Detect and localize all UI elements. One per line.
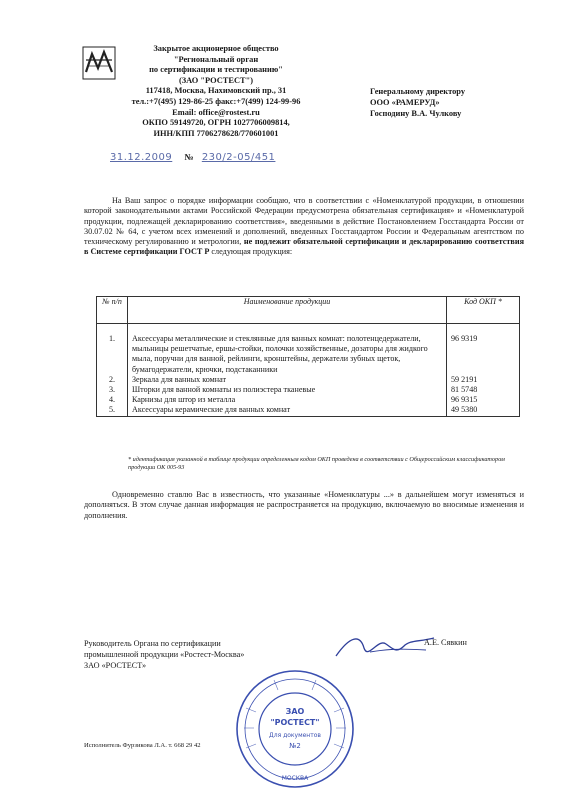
table-row	[97, 385, 520, 395]
table-header-row	[97, 297, 520, 324]
row-name: Зеркала для ванных комнат	[128, 375, 447, 385]
products-table	[96, 296, 520, 417]
signatory-line: ЗАО «РОСТЕСТ»	[84, 661, 147, 670]
signatory-name: А.Е. Сявкин	[424, 638, 467, 647]
row-number: 1.	[97, 324, 128, 375]
row-number: 4.	[97, 395, 128, 405]
table-footnote: * идентификация указанной в таблице продукции определенным кодом ОКП проведена в соответствии с Общероссийским классификатором продукции ОК 005-93	[128, 456, 505, 471]
org-line: Закрытое акционерное общество	[153, 44, 279, 53]
stamp-number: №2	[289, 742, 301, 750]
signatory-line: Руководитель Органа по сертификации	[84, 639, 221, 648]
row-name: Аксессуары керамические для ванных комнат	[128, 405, 447, 416]
row-number: 5.	[97, 405, 128, 416]
column-header-number: № п/п	[97, 297, 128, 324]
row-code: 59 2191	[447, 375, 520, 385]
date-number-line	[110, 152, 275, 163]
table-row	[97, 405, 520, 416]
main-paragraph	[84, 196, 524, 258]
stamp-mid-text: "РОСТЕСТ"	[270, 718, 320, 727]
row-name: Аксессуары металлические и стеклянные для ванных комнат: полотенцедержатели, мыльницы решетчатые, ершы-стойки, полочки хозяйственные, дозаторы для жидкого мыла, поручни для ванной, рейлинги, кронштейны, держатели зубных щеток, бумагодержатели, крючки, подстаканники	[128, 324, 447, 375]
letter-date: 31.12.2009	[110, 152, 173, 163]
signatory-line: промышленной продукции «Ростест-Москва»	[84, 650, 245, 659]
row-number: 2.	[97, 375, 128, 385]
row-number: 3.	[97, 385, 128, 395]
org-line: "Региональный орган	[173, 54, 259, 64]
row-code: 96 9319	[447, 324, 520, 375]
organization-header	[96, 44, 336, 139]
signatory-title	[84, 638, 244, 671]
org-line: ОКПО 59149720, ОГРН 1027706009814,	[142, 118, 290, 128]
number-label: №	[184, 152, 194, 162]
paragraph-tail-text: следующая продукция:	[209, 247, 293, 257]
row-code: 96 9315	[447, 395, 520, 405]
recipient-block	[370, 86, 465, 119]
row-name: Шторки для ванной комнаты из полиэстера тканевые	[128, 385, 447, 395]
org-line: ИНН/КПП 7706278628/770601001	[153, 128, 279, 138]
paragraph-bold-text: не подлежит обязательной сертификации и декларированию соответствия в Системе сертификации ГОСТ Р	[84, 237, 524, 257]
stamp-bottom-text: Для документов	[269, 732, 321, 739]
column-header-name: Наименование продукции	[128, 297, 447, 324]
table-row	[97, 395, 520, 405]
executor-line: Исполнитель Фурзикова Л.А. т. 668 29 42	[84, 742, 201, 749]
row-code: 81 5748	[447, 385, 520, 395]
org-line: Email: office@rostest.ru	[172, 107, 260, 117]
org-line: 117418, Москва, Нахимовский пр., 31	[145, 86, 287, 96]
table-row	[97, 375, 520, 385]
org-line: (ЗАО "РОСТЕСТ")	[178, 75, 254, 85]
paragraph-text: На Ваш запрос о порядке информации сообщаю, что в соответствии с «Номенклатурой продукции, в отношении которой законодательными актами Российской Федерации предусмотрена обязательная сертификация» и «Номенклатурой продукции, подлежащей декларированию соответствия», введенными в действие Постановлением Госстандарта России от 30.07.02 № 64, с учетом всех изменений и дополнений, введенных Госстандартом России и Федеральным агентством по техническому регулированию и метрологии,	[84, 196, 524, 247]
org-line: тел.:+7(495) 129-86-25 факс:+7(499) 124-99-96	[131, 96, 301, 106]
column-header-code: Код ОКП *	[447, 297, 520, 324]
row-code: 49 5380	[447, 405, 520, 416]
official-stamp	[234, 668, 356, 790]
notice-paragraph: Одновременно ставлю Вас в известность, что указанные «Номенклатуры ...» в дальнейшем могут изменяться и дополняться. В этом случае данная информация не распространяется на продукцию, включаемую во вносимые изменения и дополнения.	[84, 490, 524, 520]
letter-number: 230/2-05/451	[201, 152, 276, 163]
table-row	[97, 324, 520, 375]
org-line: по сертификации и тестированию"	[149, 65, 283, 75]
recipient-line: ООО «РАМЕРУД»	[370, 98, 440, 107]
stamp-city: МОСКВА	[281, 775, 309, 782]
recipient-line: Генеральному директору	[370, 87, 466, 96]
row-name: Карнизы для штор из металла	[128, 395, 447, 405]
stamp-top-text: ЗАО	[285, 707, 305, 716]
recipient-line: Господину В.А. Чулкову	[370, 109, 462, 118]
